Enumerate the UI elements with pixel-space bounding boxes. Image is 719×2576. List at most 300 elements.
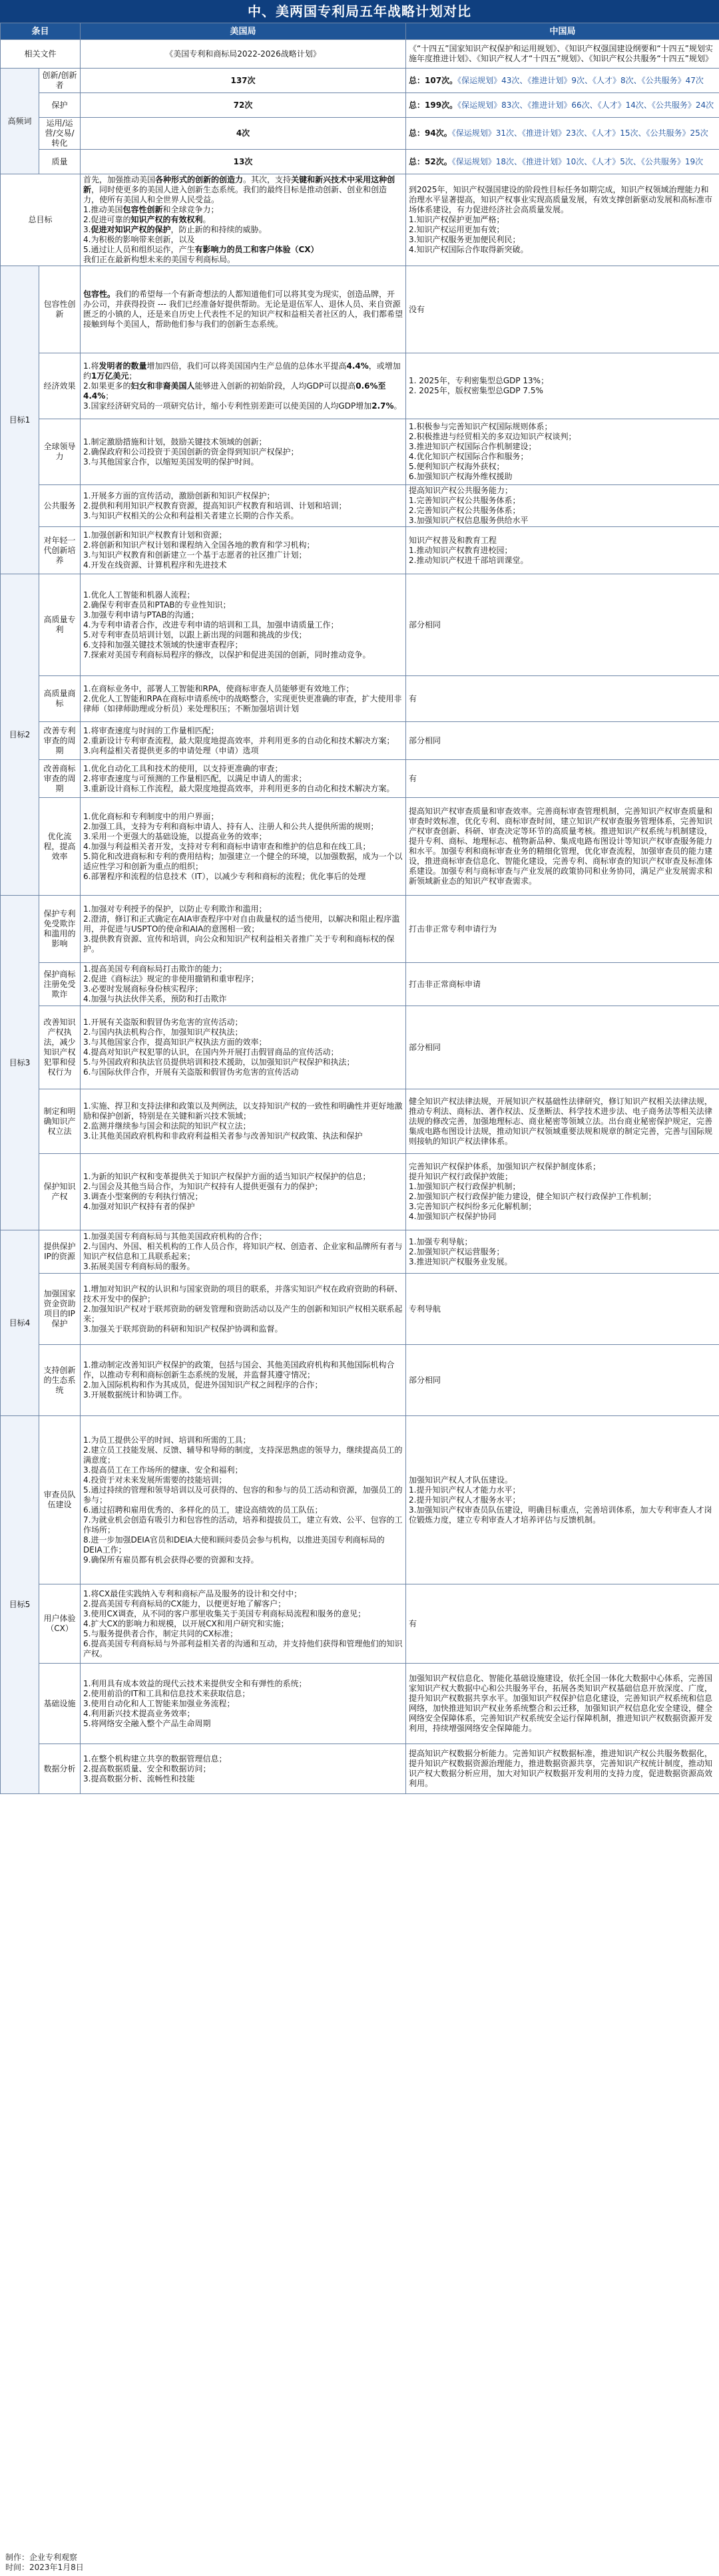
- text-run: 《保运规划》31次、《推进计划》23次、《人才》15次、《公共服务》25次: [451, 128, 708, 138]
- text-run: 2.澄清，修订和正式确定在AIA审查程序中对自由裁量权的适当使用，以解决和阻止程序滥用，并促进与USPTO的使命和AIA的意图相一致；: [83, 914, 400, 934]
- text-run: 1.优化商标和专利制度中的用户界面；: [83, 811, 219, 821]
- text-line: [83, 1284, 403, 1304]
- text-line: [83, 401, 403, 411]
- subgoal-cn: [406, 798, 719, 896]
- text-run: 1.在整个机构建立共享的数据管理信息；: [83, 1753, 227, 1763]
- subgoal-us: [81, 1006, 406, 1089]
- subgoal-label: 支持创新的生态系统: [39, 1345, 81, 1416]
- text-line: [83, 457, 403, 467]
- text-line: 4.加强知识产权保护协同: [409, 1212, 497, 1221]
- subgoal-cn: [406, 527, 719, 574]
- emphasis-text: 总：94次。: [409, 128, 452, 138]
- text-line: [83, 1699, 403, 1709]
- goal3-row: [1, 1006, 719, 1089]
- text-run: 3.拓展美国专利商标局的服务。: [83, 1262, 195, 1271]
- text-run: 4.开发在线资源、计算机程序和先进技术: [83, 560, 227, 570]
- text-line: [83, 1242, 403, 1262]
- text-line: [83, 852, 403, 872]
- freq-cn: [406, 69, 719, 93]
- text-run: 4.加强与执法伙伴关系，预防和打击欺诈: [83, 994, 227, 1004]
- text-line: [83, 914, 403, 934]
- text-run: ；: [128, 371, 137, 381]
- text-line: [83, 215, 403, 225]
- subgoal-label: 保护商标注册免受欺诈: [39, 963, 81, 1006]
- text-run: 《保运规划》83次、《推进计划》66次、《人才》14次、《公共服务》24次: [457, 100, 714, 110]
- text-line: 1.完善知识产权公共服务体系；: [409, 496, 521, 505]
- text-line: [83, 1027, 403, 1037]
- text-run: 1.开展有关盗版和假冒伪劣危害的宣传活动；: [83, 1017, 243, 1027]
- freq-us: 137次: [81, 69, 406, 93]
- emphasis-text: 总：52次。: [409, 156, 452, 166]
- text-line: 3.推进知识产权国际合作机制建设；: [409, 442, 537, 451]
- text-line: 1.提升知识产权人才能力水平；: [409, 1485, 521, 1495]
- text-line: [83, 1639, 403, 1659]
- text-run: 3.让其他美国政府机构和非政府利益相关者参与改善知识产权政策、执法和保护: [83, 1131, 363, 1141]
- text-run: 2.建立员工技能发展、反馈、辅导和导师的制度，支持深思熟虑的领导力，继续提高员工的满意度；: [83, 1445, 403, 1465]
- subgoal-us: [81, 527, 406, 574]
- subgoal-us: [81, 896, 406, 963]
- goal5-row: [1, 1416, 719, 1584]
- text-run: 9.确保所有雇员都有机会获得必要的资源和支持。: [83, 1555, 259, 1564]
- text-line: [83, 1774, 403, 1784]
- emphasis-text: 包容性创新: [122, 205, 163, 214]
- text-line: [83, 590, 403, 600]
- text-run: 3.采用一个更强大的基础设施，以提高业务的效率；: [83, 831, 267, 841]
- text-line: 3.知识产权服务更加便民利民；: [409, 235, 521, 244]
- text-line: [83, 630, 403, 640]
- goal5-row: [1, 1584, 719, 1664]
- text-line: [83, 1485, 403, 1505]
- comparison-table: [0, 23, 719, 1794]
- text-line: [83, 1037, 403, 1047]
- text-run: 3.开展数据统计和协调工作。: [83, 1390, 187, 1399]
- text-run: 3.加强专利申请与PTAB的沟通；: [83, 610, 199, 620]
- overall-us: [81, 174, 406, 266]
- text-line: [83, 1435, 403, 1445]
- text-line: 4.知识产权国际合作取得新突破。: [409, 245, 529, 254]
- text-run: 2.加强工具，支持为专利和商标申请人、持有人、注册人和公共人提供所需的规则；: [83, 821, 379, 831]
- text-line: [83, 1709, 403, 1719]
- text-run: 4.加强对知识产权持有者的保护: [83, 1202, 195, 1211]
- subgoal-cn: [406, 1274, 719, 1345]
- text-line: [83, 1067, 403, 1077]
- footer-maker: 制作：企业专利观察: [5, 2553, 78, 2562]
- text-line: [83, 511, 403, 521]
- header-us: 美国局: [81, 23, 406, 40]
- text-run: 1.为员工提供公平的时间、培训和所需的工具；: [83, 1435, 251, 1445]
- goal1-row: [1, 485, 719, 527]
- subgoal-us: [81, 574, 406, 676]
- text-run: 3.与其他国家合作，提高知识产权执法方面的效率；: [83, 1037, 267, 1047]
- text-run: 5.与服务提供者合作，制定共同的CX标准；: [83, 1628, 238, 1638]
- subgoal-cn: [406, 1416, 719, 1584]
- text-line: 完善知识产权保护体系，加强知识产权保护制度体系；: [409, 1162, 601, 1171]
- subgoal-label: 保护专利免受欺诈和滥用的影响: [39, 896, 81, 963]
- docs-us: 《美国专利和商标局2022-2026战略计划》: [81, 40, 406, 69]
- subgoal-us: [81, 1154, 406, 1230]
- text-run: 2.如果更多的: [83, 381, 131, 391]
- text-run: 1.为新的知识产权和变革提供关于知识产权保护方面的适当知识产权保护的信息；: [83, 1172, 371, 1181]
- text-line: [83, 1629, 403, 1639]
- text-line: 加强知识产权信息化、智能化基础设施建设，依托全国一体化大数据中心体系，完善国家知识产权大数据中心和公共服务平台，拓展各类知识产权基础信息开放深度、广度，提升知识产权数据共享水平。加强知识产权保护信息化建设，完善知识产权系统和信息网络，加快推进知识产权业务系统整合和云迁移，加强知识产权信息化安全建设，健全网络安全保障体系，完善知识产权系统安全运行保障机制，推进知识产权数据资源开发利用，持续增强网络安全保障能力。: [409, 1674, 713, 1733]
- subgoal-label: 优化流程，提高效率: [39, 798, 81, 896]
- text-run: 4.提高对知识产权犯罪的认识，在国内外开展打击假冒商品的宣传活动；: [83, 1047, 339, 1057]
- text-run: ，同时使更多的美国人进入创新生态系统。我们的最终目标是推动创新、创业和创造力，使所有美国人和全世界人民受益。: [83, 185, 387, 204]
- text-line: 提高知识产权公共服务能力；: [409, 486, 513, 495]
- text-run: 2.确保专利审查员和PTAB的专业性知识；: [83, 600, 231, 610]
- emphasis-text: 妇女和非裔美国人: [130, 381, 195, 391]
- text-run: 3.重新设计商标工作流程，最大限度地提高效率，并利用更多的自动化和技术解决方案。: [83, 783, 395, 793]
- text-run: 2.将创新和知识产权计划和课程纳入全国各地的教育和学习机构；: [83, 540, 315, 550]
- text-line: [83, 550, 403, 560]
- overall-label: 总目标: [1, 174, 81, 266]
- text-line: 6.加强知识产权海外维权援助: [409, 472, 513, 481]
- text-line: [83, 560, 403, 570]
- text-line: 专利导航: [409, 1304, 441, 1314]
- text-line: 2.提升知识产权人才服务水平；: [409, 1495, 521, 1505]
- subgoal-cn: [406, 1154, 719, 1230]
- subgoal-label: 保护知识产权: [39, 1154, 81, 1230]
- text-line: 3.完善知识产权纠纷多元化解机制；: [409, 1202, 537, 1211]
- text-run: 6.支持和加强关键技术领域的快速审查程序；: [83, 640, 243, 649]
- text-line: [83, 245, 403, 255]
- text-run: 2.使用前沿的IT和工具和信息技术来获取信息；: [83, 1688, 250, 1698]
- subgoal-us: [81, 353, 406, 419]
- text-line: [83, 842, 403, 852]
- text-line: [83, 1589, 403, 1599]
- text-run: 7.为就业机会创造有吸引力和包容性的活动，培养和提拔员工，建立有效、公平、包容的工作场所；: [83, 1515, 403, 1535]
- text-run: 3.向利益相关者提供更多的申请处理（申请）选项: [83, 745, 259, 755]
- text-run: ；: [105, 391, 114, 401]
- text-line: [83, 1360, 403, 1380]
- text-run: 5.对专利审查员培训计划，以跟上新出现的问题和挑战的步伐；: [83, 630, 307, 640]
- freq-cn: [406, 118, 719, 150]
- text-run: 我们正在最新构想未来的美国专利商标局。: [83, 255, 236, 264]
- docs-cn: 《“十四五”国家知识产权保护和运用规划》、《知识产权强国建设纲要和“十四五”规划实施年度推进计划》、《知识产权人才“十四五”规划》、《知识产权公共服务“十四五”规划》: [406, 40, 719, 69]
- text-run: 2.促进可靠的: [83, 215, 131, 224]
- subgoal-cn: [406, 1584, 719, 1664]
- freq-label: 保护: [39, 93, 81, 118]
- text-run: 1.将: [83, 361, 99, 371]
- text-run: 1.优化自动化工具和技术的使用，以支持更准确的审查；: [83, 763, 283, 773]
- text-line: [83, 904, 403, 914]
- text-line: 5.便利知识产权海外获权；: [409, 462, 505, 471]
- text-run: 3.使用CX调查，从不同的客户那里收集关于美国专利商标局流程和服务的意见；: [83, 1608, 366, 1618]
- text-run: 4.投资于对未来发展所需要的技能培训；: [83, 1475, 227, 1485]
- text-line: [83, 964, 403, 974]
- text-line: [83, 1304, 403, 1324]
- emphasis-text: 2.7%: [371, 401, 394, 411]
- goal3-row: [1, 896, 719, 963]
- subgoal-cn: [406, 760, 719, 798]
- goal1-row: [1, 266, 719, 353]
- goal1-row: [1, 419, 719, 485]
- emphasis-text: 促进对知识产权的保护: [91, 225, 171, 234]
- footer: [5, 2553, 84, 2573]
- subgoal-label: 数据分析: [39, 1744, 81, 1794]
- text-run: 6.与国际伙伴合作，开展有关盗版和假冒伪劣危害的宣传活动: [83, 1067, 299, 1077]
- text-run: 8.进一步加强DEIA官员和DEIA大使和顾问委员会参与机构，以推进美国专利商标局的DEIA工作；: [83, 1535, 385, 1555]
- subgoal-cn: [406, 1664, 719, 1744]
- goal1-row: [1, 527, 719, 574]
- text-run: 2.提高美国专利商标局的CX能力，以便更好地了解客户；: [83, 1598, 286, 1608]
- freq-us: 13次: [81, 150, 406, 174]
- subgoal-label: 公共服务: [39, 485, 81, 527]
- text-line: [83, 437, 403, 447]
- text-line: 2.积极推进与经贸相关的多双边知识产权谈判；: [409, 432, 577, 441]
- text-line: [83, 784, 403, 794]
- freq-cn: [406, 150, 719, 174]
- text-line: 3.加强知识产权审查员队伍建设，明确目标重点，完善培训体系，加大专利审查人才岗位锻炼力度，建立专利审查人才培养评估与反馈机制。: [409, 1505, 712, 1525]
- freq-row: [1, 118, 719, 150]
- goal4-label: 目标4: [1, 1230, 39, 1416]
- text-line: [83, 1057, 403, 1067]
- text-run: 2.监测并继续参与国会和法院的知识产权立法；: [83, 1121, 251, 1131]
- goal5-row: [1, 1664, 719, 1744]
- subgoal-us: [81, 1416, 406, 1584]
- emphasis-text: 知识产权的有效权利: [130, 215, 203, 224]
- text-run: 4.为积极的影响带来创新，以及: [83, 235, 195, 244]
- text-run: 3.提供教育资源、宣传和培训，向公众和知识产权利益相关者推广关于专利和商标权的保护。: [83, 934, 395, 954]
- subgoal-cn: [406, 1006, 719, 1089]
- freq-us: 4次: [81, 118, 406, 150]
- table-body: [1, 40, 719, 1794]
- text-line: 2. 2025年，版权密集型总GDP 7.5%: [409, 386, 543, 395]
- text-line: [83, 175, 403, 205]
- text-line: [83, 832, 403, 842]
- subgoal-cn: [406, 419, 719, 485]
- text-line: [83, 1172, 403, 1182]
- page-title: 中、美两国专利局五年战略计划对比: [0, 0, 719, 23]
- text-run: 3.必要时发展商标身份核实程序；: [83, 984, 203, 994]
- subgoal-label: 高质量专利: [39, 574, 81, 676]
- header-item: 条目: [1, 23, 81, 40]
- text-line: [83, 1192, 403, 1202]
- goal2-row: [1, 574, 719, 676]
- text-run: 2.加强知识产权对于联邦资助的研发管理和资助活动以及产生的创新和知识产权相关联系起来；: [83, 1304, 403, 1324]
- goal2-label: 目标2: [1, 574, 39, 896]
- goal4-row: [1, 1274, 719, 1345]
- overall-row: [1, 174, 719, 266]
- text-run: 3.调查小型案例的专利执行情况；: [83, 1192, 203, 1201]
- text-run: 增加四倍，我们可以将美国国内生产总值的总体水平提高: [146, 361, 347, 371]
- text-run: 3.提高员工在工作场所的健康、安全和福利；: [83, 1465, 243, 1475]
- text-line: 4.优化知识产权国际合作和服务；: [409, 452, 529, 461]
- subgoal-cn: [406, 353, 719, 419]
- text-run: 1.提高美国专利商标局打击欺诈的能力；: [83, 964, 227, 974]
- subgoal-label: 提供保护IP的资源: [39, 1230, 81, 1274]
- text-line: 2.推动知识产权进千部培训课堂。: [409, 555, 529, 565]
- text-line: 打击非正常专利申请行为: [409, 924, 497, 934]
- goal3-row: [1, 963, 719, 1006]
- text-line: 1.知识产权保护更加严格；: [409, 215, 505, 224]
- subgoal-us: [81, 1664, 406, 1744]
- text-line: [83, 1505, 403, 1515]
- subgoal-us: [81, 760, 406, 798]
- text-run: 4.为专利申请者合作，改进专利申请的培训和工具，加强申请质量工作；: [83, 620, 339, 630]
- text-line: 健全知识产权法律法规，开展知识产权基础性法律研究，修订知识产权相关法律法规，推动专利法、商标法、著作权法、反垄断法、科学技术进步法、电子商务法等相关法律法规的修改完善，加强地理标志、商业秘密等领域立法。出台商业秘密保护规定，完善集成电路布图设计法规，推动知识产权领域重要法规和规章的制定完善，完善与国际规则接轨的知识产权法律体系。: [409, 1096, 713, 1146]
- emphasis-text: 包容性。: [83, 289, 116, 299]
- text-line: [83, 774, 403, 784]
- freq-row: [1, 69, 719, 93]
- text-line: 1.积极参与完善知识产权国际规则体系；: [409, 422, 553, 431]
- subgoal-us: [81, 485, 406, 527]
- text-run: 《保运规划》43次、《推进计划》9次、《人才》8次、《公共服务》47次: [457, 75, 704, 85]
- emphasis-text: 有影响力的员工和客户体验（CX）: [194, 245, 319, 254]
- subgoal-us: [81, 266, 406, 353]
- overall-cn: [406, 174, 719, 266]
- text-run: 6.通过招聘和雇用优秀的、多样化的员工，建设高绩效的员工队伍；: [83, 1505, 323, 1515]
- subgoal-cn: [406, 963, 719, 1006]
- text-run: 能够进入创新的初始阶段，人均GDP可以提高: [194, 381, 356, 391]
- text-line: [83, 540, 403, 550]
- text-run: 1.优化人工智能和机器人流程；: [83, 590, 195, 600]
- goal4-row: [1, 1230, 719, 1274]
- text-line: [83, 1324, 403, 1334]
- text-run: 2.与国内、外国、相关机构的工作人员合作，将知识产权、创造者、企业家和品牌所有者与知识产权信息和工具联系起来；: [83, 1242, 403, 1261]
- freq-group-label: 高频词: [1, 69, 39, 174]
- text-run: 1.制定激励措施和计划，鼓励关键技术领域的创新；: [83, 437, 267, 447]
- text-line: [83, 694, 403, 714]
- text-run: 和全球竞争力；: [162, 205, 219, 214]
- subgoal-cn: [406, 266, 719, 353]
- text-run: 2.确保政府和公司投资于美国创新的资金得到知识产权保护；: [83, 447, 299, 457]
- text-run: 2.促进《商标法》规定的非使用撤销和重审程序；: [83, 974, 259, 984]
- subgoal-cn: [406, 574, 719, 676]
- text-line: 1.加强专利导航；: [409, 1236, 473, 1246]
- text-line: [83, 600, 403, 610]
- text-line: 3.推进知识产权服务业发展。: [409, 1256, 513, 1266]
- text-run: 3.国家经济研究局的一项研究估计，缩小专利性别差距可以使美国的人均GDP增加: [83, 401, 372, 411]
- freq-label: 运用/运营/交易/转化: [39, 118, 81, 150]
- text-line: [83, 974, 403, 984]
- goal2-row: [1, 798, 719, 896]
- text-line: 部分相同: [409, 1042, 441, 1052]
- goal1-row: [1, 353, 719, 419]
- emphasis-text: 关键和新兴技术中采用这种创新: [83, 175, 395, 194]
- subgoal-label: 改善商标审查的周期: [39, 760, 81, 798]
- emphasis-text: 1万亿美元: [91, 371, 129, 381]
- text-run: 《保运规划》18次、《推进计划》10次、《人才》5次、《公共服务》19次: [451, 156, 704, 166]
- text-line: [83, 1535, 403, 1555]
- text-run: 6.提高美国专利商标局与外部利益相关者的沟通和互动，并支持他们获得和管理他们的知识产权。: [83, 1638, 403, 1658]
- text-run: 1.利用具有成本效益的现代云技术来提供安全和有弹性的系统；: [83, 1678, 307, 1688]
- text-run: 4.扩大CX的影响力和规模，以开展CX和用户研究和实施；: [83, 1618, 289, 1628]
- text-run: 5.简化和改进商标和专利的费用结构；加强建立一个健全的环境，以加强数据，成为一个以适应性学习和创新为重点的组织；: [83, 851, 403, 871]
- text-run: 3.使用自动化和人工智能来加强业务流程；: [83, 1698, 235, 1708]
- text-run: 1.加强对专利授予的保护，以防止专利欺诈和滥用；: [83, 904, 267, 914]
- text-line: [83, 822, 403, 832]
- text-line: 部分相同: [409, 620, 441, 630]
- subgoal-cn: [406, 896, 719, 963]
- text-line: 知识产权普及和教育工程: [409, 535, 497, 545]
- subgoal-us: [81, 798, 406, 896]
- text-run: 2.加入国际机构和作为其成员，促进外国知识产权之间程序的合作；: [83, 1380, 323, 1389]
- text-line: [83, 746, 403, 756]
- subgoal-label: 全球领导力: [39, 419, 81, 485]
- text-run: ，或增加约: [83, 361, 401, 381]
- text-run: 我们的希望每一个有新奇想法的人都知道他们可以将其变为现实，创造品牌，开办公司，并获得投资 --- 我们已经准备好提供帮助。无论是退伍军人、退休人员、来自资源匮乏的小镇的人，还是来自历史上代表性不足的知识产权和益相关者社区的人，我们都希望接触到每个美国人，帮助他们参与我们的创新生态系统。: [83, 289, 403, 329]
- text-line: [83, 1719, 403, 1729]
- freq-row: [1, 93, 719, 118]
- text-line: [83, 1017, 403, 1027]
- text-run: 。: [393, 401, 402, 411]
- text-line: [83, 1754, 403, 1764]
- text-line: [83, 984, 403, 994]
- text-run: 4.加强与利益相关者开发，支持对专利和商标申请审查和维护的信息和在线工具；: [83, 841, 371, 851]
- subgoal-label: 改善专利审查的周期: [39, 722, 81, 760]
- text-run: 5.与外国政府和执法官员提供培训和技术援助，以加强知识产权保护和执法；: [83, 1057, 355, 1067]
- text-line: [83, 994, 403, 1004]
- goal3-row: [1, 1089, 719, 1154]
- text-run: 2.将审查速度与可预测的工作量相匹配，以满足申请人的需求；: [83, 773, 307, 783]
- text-line: [83, 225, 403, 235]
- subgoal-us: [81, 1274, 406, 1345]
- text-line: 有: [409, 693, 417, 703]
- subgoal-us: [81, 1345, 406, 1416]
- subgoal-us: [81, 1584, 406, 1664]
- goal3-label: 目标3: [1, 896, 39, 1230]
- subgoal-cn: [406, 1230, 719, 1274]
- text-run: 1.推动美国: [83, 205, 123, 214]
- goal3-row: [1, 1154, 719, 1230]
- text-line: [83, 1465, 403, 1475]
- goal5-row: [1, 1744, 719, 1794]
- text-line: [83, 610, 403, 620]
- text-run: 1.开展多方面的宣传活动，激励创新和知识产权保护；: [83, 490, 275, 500]
- subgoal-label: 改善知识产权执法，减少知识产权犯罪和侵权行为: [39, 1006, 81, 1089]
- subgoal-label: 审查员队伍建设: [39, 1416, 81, 1584]
- text-run: 3.与其他国家合作，以缩短美国发明的保护时间。: [83, 457, 259, 466]
- text-run: 1.加强创新和知识产权教育计划和资源；: [83, 530, 227, 540]
- text-line: [83, 684, 403, 694]
- subgoal-us: [81, 419, 406, 485]
- text-line: 打击非正常商标申请: [409, 979, 481, 989]
- subgoal-us: [81, 1744, 406, 1794]
- text-line: [83, 1131, 403, 1141]
- subgoal-label: 高质量商标: [39, 676, 81, 722]
- text-line: [83, 1101, 403, 1121]
- subgoal-label: 经济效果: [39, 353, 81, 419]
- text-line: 1. 2025年，专利密集型总GDP 13%；: [409, 376, 549, 385]
- text-line: [83, 934, 403, 954]
- text-run: 2.与国内执法机构合作，加强知识产权执法；: [83, 1027, 243, 1037]
- text-line: [83, 726, 403, 736]
- text-line: 部分相同: [409, 735, 441, 745]
- subgoal-label: 包容性创新: [39, 266, 81, 353]
- text-run: 2.提供和利用知识产权教育资源，提高知识产权教育和培训、计划和培训；: [83, 500, 347, 510]
- emphasis-text: 总：199次。: [409, 100, 458, 110]
- text-line: 加强知识产权人才队伍建设。: [409, 1475, 513, 1485]
- text-line: [83, 255, 403, 265]
- subgoal-cn: [406, 1089, 719, 1154]
- text-line: [83, 1515, 403, 1535]
- text-run: 3.提高数据分析、流畅性和技能: [83, 1773, 195, 1783]
- footer-date: 时间：2023年1月8日: [5, 2563, 84, 2572]
- freq-label: 创新/创新者: [39, 69, 81, 93]
- text-line: [83, 640, 403, 650]
- text-line: [83, 530, 403, 540]
- text-line: [83, 650, 403, 660]
- text-run: 首先，加强推动美国: [83, 175, 156, 184]
- text-run: 7.探索对美国专利商标局程序的修改，以保护和促进美国的创新，同时推动竞争。: [83, 649, 371, 659]
- text-line: [83, 1475, 403, 1485]
- text-run: ，防止新的和持续的威胁。: [170, 225, 267, 234]
- freq-row: [1, 150, 719, 174]
- subgoal-label: 加强国家资金资助项目的IP保护: [39, 1274, 81, 1345]
- text-line: 3.加强知识产权信息服务供给水平: [409, 516, 529, 525]
- text-line: [83, 501, 403, 511]
